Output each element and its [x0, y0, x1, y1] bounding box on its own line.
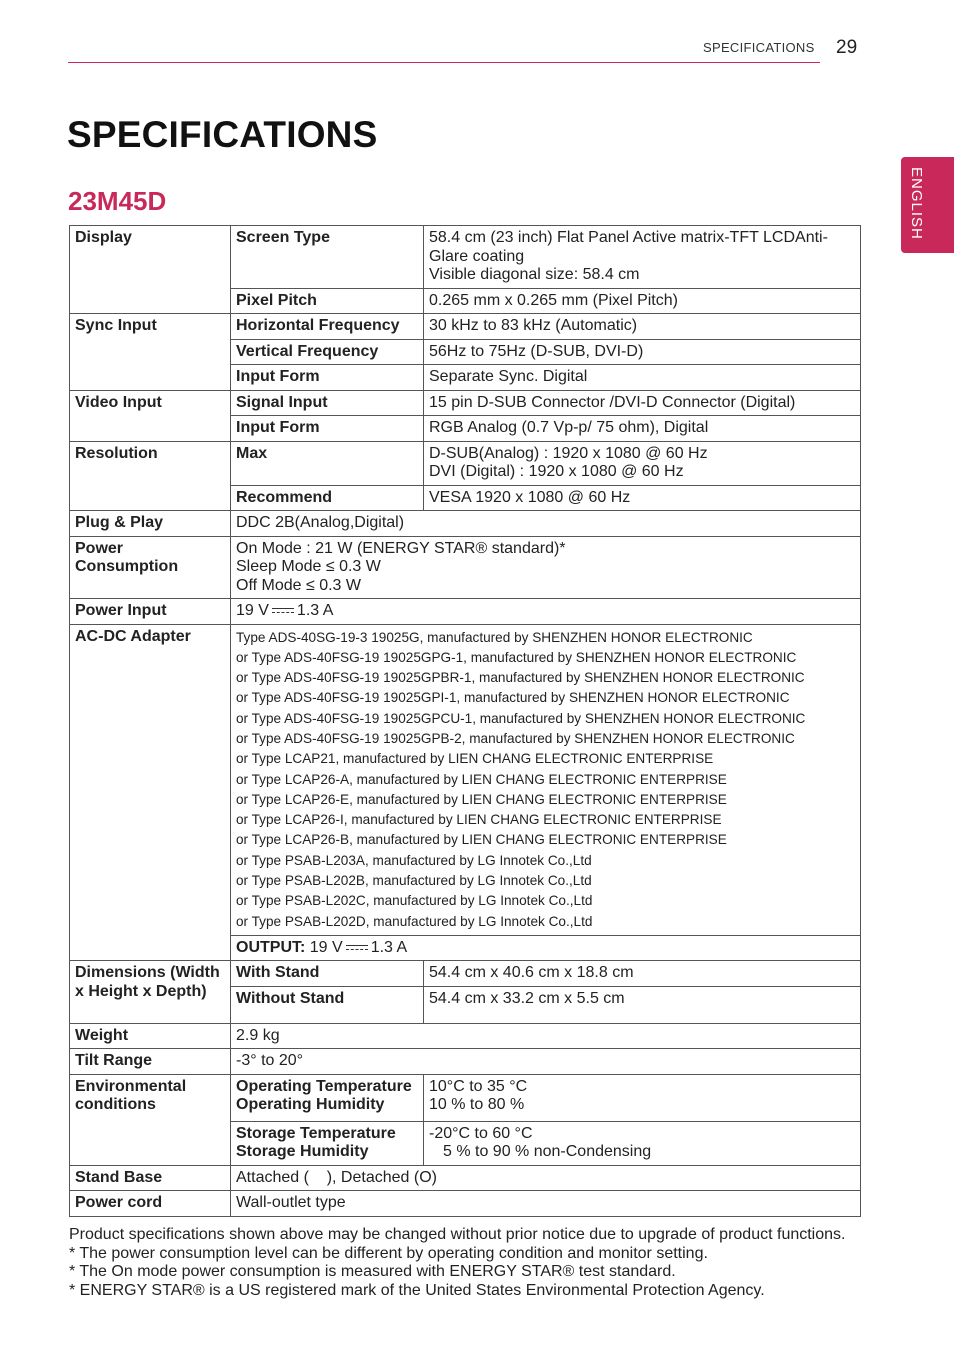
output-label: OUTPUT: [236, 938, 306, 956]
footnotes [69, 1226, 869, 1300]
row-value [231, 599, 861, 625]
row-sublabel: Horizontal Frequency [231, 314, 424, 340]
row-value: VESA 1920 x 1080 @ 60 Hz [424, 485, 861, 511]
row-label: Stand Base [70, 1165, 231, 1191]
table-row [70, 1049, 861, 1075]
row-label: Plug & Play [70, 511, 231, 537]
table-row [70, 441, 861, 485]
row-label: Power cord [70, 1191, 231, 1217]
row-label: Environmental conditions [70, 1074, 231, 1165]
row-value [231, 935, 861, 961]
spec-table [69, 225, 861, 1217]
row-sublabel: Input Form [231, 416, 424, 442]
list-item: or Type PSAB-L203A, manufactured by LG Innotek Co.,Ltd [236, 852, 592, 868]
list-item: or Type PSAB-L202C, manufactured by LG Innotek Co.,Ltd [236, 893, 593, 909]
row-sublabel: Pixel Pitch [231, 288, 424, 314]
row-label: Display [70, 226, 231, 314]
adapter-list [231, 624, 861, 935]
row-label: AC-DC Adapter [70, 624, 231, 961]
label-line: Operating Temperature [236, 1077, 412, 1095]
voltage-value: 19 V [236, 602, 269, 619]
row-value: Separate Sync. Digital [424, 365, 861, 391]
table-row [70, 624, 861, 935]
row-sublabel: With Stand [231, 961, 424, 987]
row-value [424, 1074, 861, 1121]
current-value: 1.3 A [370, 938, 408, 956]
value-line: DVI (Digital) : 1920 x 1080 @ 60 Hz [429, 463, 684, 480]
row-label: Tilt Range [70, 1049, 231, 1075]
footnote: * The power consumption level can be different by operating condition and monitor setting. [69, 1244, 708, 1262]
row-value [424, 441, 861, 485]
value-line: Off Mode ≤ 0.3 W [236, 576, 361, 594]
table-row [70, 1023, 861, 1049]
table-row [70, 599, 861, 625]
list-item: or Type ADS-40FSG-19 19025GPCU-1, manufactured by SHENZHEN HONOR ELECTRONIC [236, 710, 806, 726]
row-label: Sync Input [70, 314, 231, 391]
row-label: Dimensions (Width x Height x Depth) [70, 961, 231, 1024]
row-value: 30 kHz to 83 kHz (Automatic) [424, 314, 861, 340]
footnote: * ENERGY STAR® is a US registered mark of the United States Environmental Protection Agency. [69, 1281, 765, 1299]
row-sublabel [231, 1074, 424, 1121]
footnote: Product specifications shown above may be changed without prior notice due to upgrade of product functions. [69, 1226, 846, 1243]
value-line: D-SUB(Analog) : 1920 x 1080 @ 60 Hz [429, 444, 708, 462]
row-sublabel: Signal Input [231, 390, 424, 416]
list-item: or Type LCAP21, manufactured by LIEN CHANG ELECTRONIC ENTERPRISE [236, 751, 714, 767]
row-value [424, 1121, 861, 1165]
row-sublabel: Without Stand [231, 986, 424, 1023]
row-value: 0.265 mm x 0.265 mm (Pixel Pitch) [424, 288, 861, 314]
language-tab-label: ENGLISH [908, 167, 925, 240]
row-label: Resolution [70, 441, 231, 511]
row-sublabel: Screen Type [231, 226, 424, 289]
header-divider [68, 62, 820, 63]
table-row [70, 1165, 861, 1191]
row-label: Video Input [70, 390, 231, 441]
row-value: 2.9 kg [231, 1023, 861, 1049]
list-item: or Type LCAP26-B, manufactured by LIEN CHANG ELECTRONIC ENTERPRISE [236, 832, 727, 848]
list-item: or Type ADS-40FSG-19 19025GPBR-1, manufactured by SHENZHEN HONOR ELECTRONIC [236, 670, 805, 686]
row-value: 54.4 cm x 40.6 cm x 18.8 cm [424, 961, 861, 987]
table-row [70, 511, 861, 537]
dc-symbol-icon [272, 608, 294, 614]
table-row [70, 961, 861, 987]
row-value: 56Hz to 75Hz (D-SUB, DVI-D) [424, 339, 861, 365]
label-line: Operating Humidity [236, 1096, 385, 1114]
table-row [70, 390, 861, 416]
header-section-label: SPECIFICATIONS [703, 40, 815, 55]
list-item: or Type PSAB-L202D, manufactured by LG Innotek Co.,Ltd [236, 913, 593, 929]
row-value: -3° to 20° [231, 1049, 861, 1075]
list-item: or Type LCAP26-E, manufactured by LIEN CHANG ELECTRONIC ENTERPRISE [236, 791, 727, 807]
page-title: SPECIFICATIONS [67, 114, 378, 155]
list-item: or Type ADS-40FSG-19 19025GPI-1, manufactured by SHENZHEN HONOR ELECTRONIC [236, 690, 790, 706]
list-item: or Type ADS-40FSG-19 19025GPB-2, manufactured by SHENZHEN HONOR ELECTRONIC [236, 730, 795, 746]
value-line: On Mode : 21 W (ENERGY STAR® standard)* [236, 539, 566, 557]
value-line: 10 % to 80 % [429, 1096, 525, 1114]
row-value: RGB Analog (0.7 Vp-p/ 75 ohm), Digital [424, 416, 861, 442]
page-number: 29 [836, 37, 858, 58]
row-value: 54.4 cm x 33.2 cm x 5.5 cm [424, 986, 861, 1023]
current-value: 1.3 A [296, 602, 334, 619]
table-row [70, 536, 861, 599]
list-item: or Type LCAP26-A, manufactured by LIEN CHANG ELECTRONIC ENTERPRISE [236, 771, 727, 787]
row-label: Weight [70, 1023, 231, 1049]
row-value: DDC 2B(Analog,Digital) [231, 511, 861, 537]
list-item: or Type ADS-40FSG-19 19025GPG-1, manufactured by SHENZHEN HONOR ELECTRONIC [236, 649, 797, 665]
value-line: 10°C to 35 °C [429, 1077, 528, 1095]
row-sublabel: Vertical Frequency [231, 339, 424, 365]
row-value [231, 536, 861, 599]
list-item: or Type PSAB-L202B, manufactured by LG Innotek Co.,Ltd [236, 873, 592, 889]
language-tab [901, 157, 954, 253]
label-line: Storage Temperature [236, 1124, 396, 1142]
value-line: Sleep Mode ≤ 0.3 W [236, 558, 381, 575]
list-item: Type ADS-40SG-19-3 19025G, manufactured by SHENZHEN HONOR ELECTRONIC [236, 629, 753, 645]
table-row [70, 1074, 861, 1121]
row-sublabel [231, 1121, 424, 1165]
list-item: or Type LCAP26-I, manufactured by LIEN CHANG ELECTRONIC ENTERPRISE [236, 812, 722, 828]
row-label: Power Input [70, 599, 231, 625]
value-line: -20°C to 60 °C [429, 1124, 533, 1142]
value-line: 58.4 cm (23 inch) Flat Panel Active matrix-TFT LCDAnti-Glare coating [429, 229, 828, 265]
model-title: 23M45D [68, 186, 167, 216]
table-row [70, 1191, 861, 1217]
row-sublabel: Input Form [231, 365, 424, 391]
table-row [70, 226, 861, 289]
row-value: 15 pin D-SUB Connector /DVI-D Connector (Digital) [424, 390, 861, 416]
dc-symbol-icon [346, 945, 368, 951]
value-line: Visible diagonal size: 58.4 cm [429, 266, 640, 283]
row-value: Attached ( ), Detached (O) [231, 1165, 861, 1191]
row-sublabel: Max [231, 441, 424, 485]
table-row [70, 314, 861, 340]
row-label: Power Consumption [70, 536, 231, 599]
row-value [424, 226, 861, 289]
row-value: Wall-outlet type [231, 1191, 861, 1217]
label-line: Storage Humidity [236, 1143, 369, 1161]
row-sublabel: Recommend [231, 485, 424, 511]
value-line: 5 % to 90 % non-Condensing [443, 1143, 652, 1161]
voltage-value: 19 V [309, 938, 343, 956]
footnote: * The On mode power consumption is measured with ENERGY STAR® test standard. [69, 1263, 676, 1280]
